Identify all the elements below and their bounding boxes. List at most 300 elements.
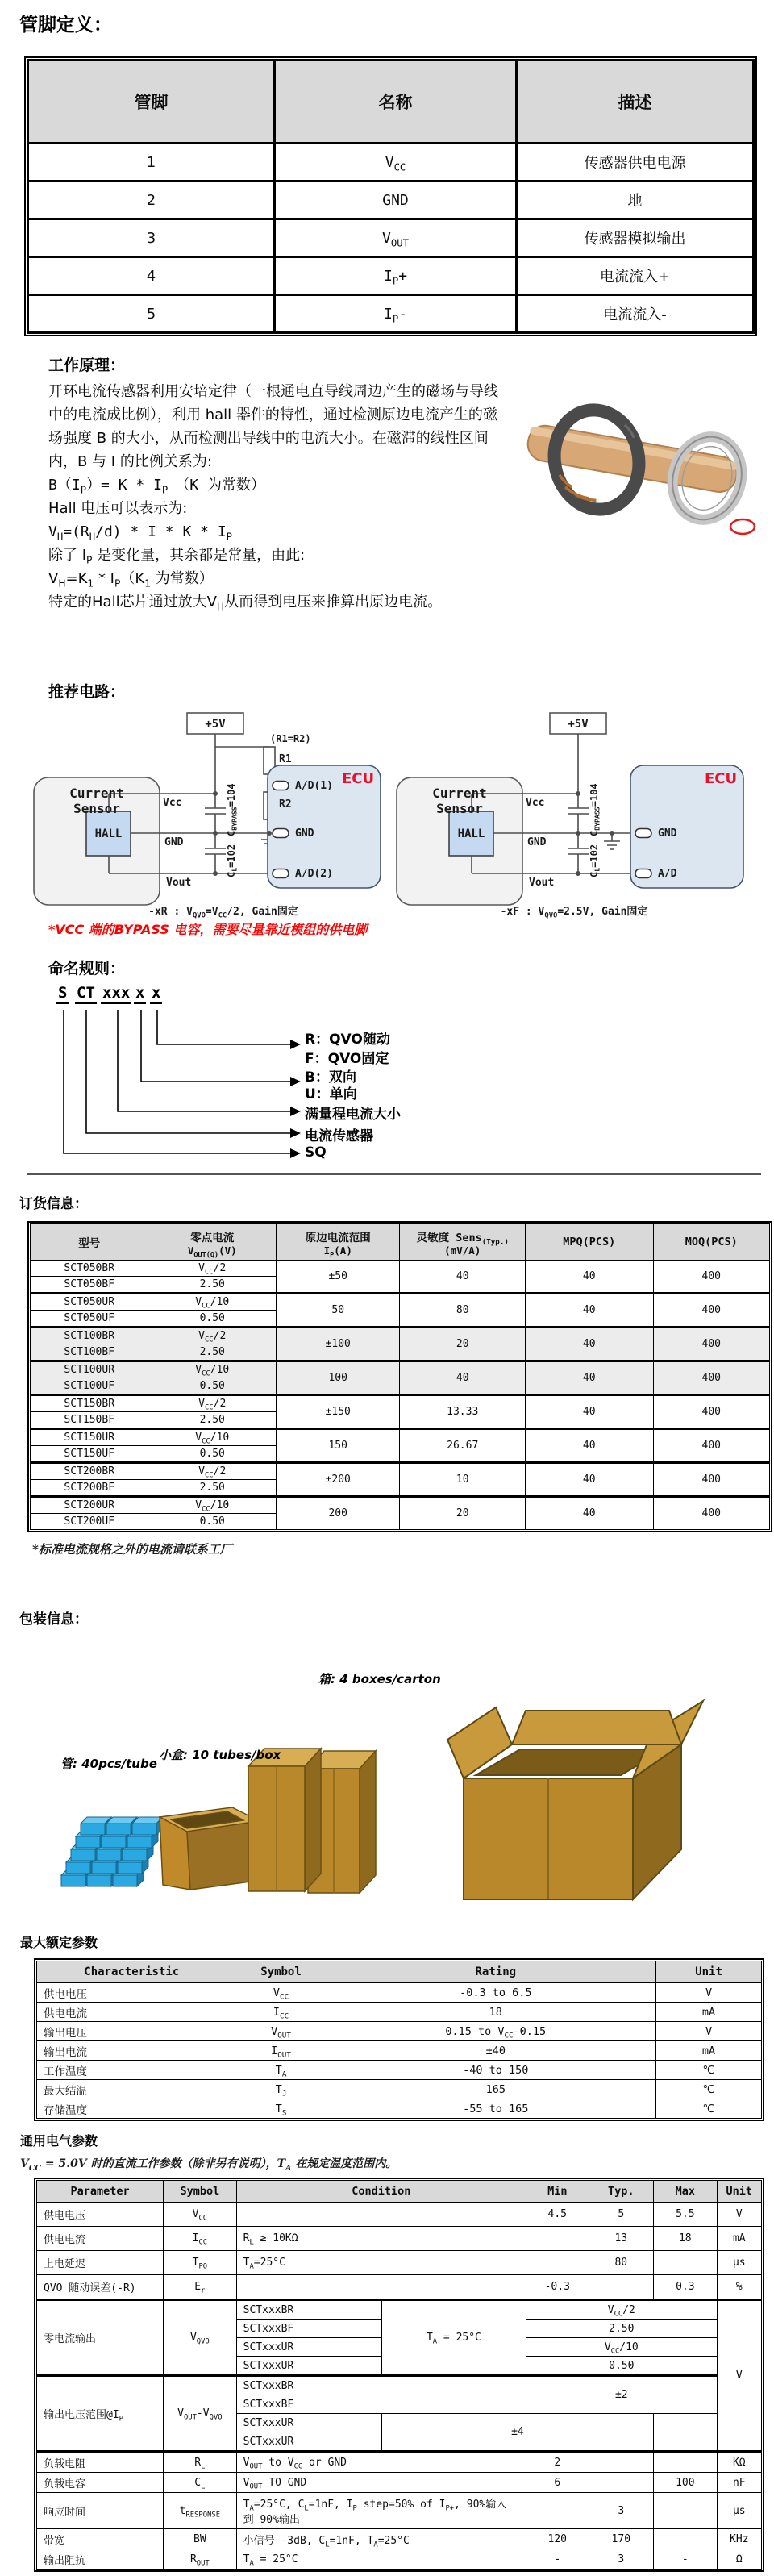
pin-header-cell: 描述 bbox=[517, 60, 754, 144]
sens-cell: 20 bbox=[400, 1497, 526, 1530]
ecu-label: ECU bbox=[705, 770, 738, 787]
vout-label: Vout bbox=[166, 877, 192, 889]
pin-table-wrap bbox=[24, 56, 757, 336]
sens-cell: 10 bbox=[400, 1463, 526, 1497]
model-cell: SCTxxxBF bbox=[236, 2395, 526, 2414]
elec-header-cell: Parameter bbox=[37, 2181, 164, 2203]
symbol-cell: $I_{CC}$ bbox=[164, 2227, 237, 2251]
moq-cell: 400 bbox=[653, 1361, 770, 1395]
param-cell: 输出电压范围$@I_P$ bbox=[37, 2376, 164, 2452]
characteristic-cell: 最大结温 bbox=[37, 2080, 227, 2099]
elec-header-row bbox=[37, 2181, 762, 2203]
symbol-cell: $V_{CC}$ bbox=[164, 2203, 237, 2227]
symbol-cell: $T_S$ bbox=[227, 2099, 335, 2119]
characteristic-cell: 输出电压 bbox=[37, 2022, 227, 2041]
symbol-cell: $V_{QVO}$ bbox=[164, 2300, 237, 2376]
moq-cell: 400 bbox=[653, 1429, 770, 1463]
ordering-row bbox=[31, 1463, 770, 1480]
elec-row bbox=[37, 2493, 762, 2529]
pin-number-cell: 2 bbox=[28, 181, 275, 219]
elec-row bbox=[37, 2275, 762, 2300]
tube-stack bbox=[61, 1817, 163, 1886]
pin-number-cell: 1 bbox=[28, 144, 275, 181]
characteristic-cell: 供电电流 bbox=[37, 2003, 227, 2022]
symbol-cell: $V_{OUT}$ bbox=[227, 2022, 335, 2041]
cl-label: $C_L=102$ bbox=[589, 844, 601, 877]
mpq-cell: 40 bbox=[525, 1361, 653, 1395]
principle-section bbox=[48, 353, 758, 614]
elec-header-cell: Unit bbox=[717, 2181, 761, 2203]
value-cell: ±2 bbox=[526, 2376, 718, 2414]
condition-cell: $R_L \ge 10K\Omega$ bbox=[236, 2227, 526, 2251]
mpq-cell: 40 bbox=[525, 1429, 653, 1463]
elec-row bbox=[37, 2473, 762, 2493]
vout-cell: $V_{CC}/2$ bbox=[148, 1261, 277, 1277]
max-ratings-wrap bbox=[34, 1958, 764, 2121]
vcc-label: Vcc bbox=[163, 797, 182, 809]
symbol-cell: $t_{RESPONSE}$ bbox=[164, 2493, 237, 2529]
param-cell: 供电电压 bbox=[37, 2203, 164, 2227]
max-row bbox=[37, 2099, 762, 2119]
principle-line: $B(I_P)= K * I_P$ （K 为常数） bbox=[48, 477, 265, 496]
max-row bbox=[37, 2061, 762, 2080]
naming-title: 命名规则： bbox=[48, 960, 126, 977]
vout-cell: 2.50 bbox=[148, 1480, 277, 1497]
ordering-header-cell: 灵敏度 Sens$_{(Typ.)}$ (mV/A) bbox=[400, 1224, 526, 1261]
ecu-gnd-label: GND bbox=[658, 827, 677, 840]
unit-cell: % bbox=[717, 2275, 761, 2300]
moq-cell: 400 bbox=[653, 1497, 770, 1530]
condition-cell: $V_{OUT}$ to $V_{CC}$ or GND bbox=[236, 2452, 526, 2473]
sensor-core-illustration bbox=[512, 383, 758, 543]
symbol-cell: $T_J$ bbox=[227, 2080, 335, 2099]
caption-right: -xF : $V_{QVO}=2.5V$, Gain固定 bbox=[500, 906, 648, 920]
cbypass-label: $C_{BYPASS}=104$ bbox=[589, 783, 601, 836]
ordering-footnote: *标准电流规格之外的电流请联系工厂 bbox=[32, 1542, 232, 1557]
ordering-table-wrap bbox=[27, 1221, 772, 1532]
range-cell: ±150 bbox=[276, 1395, 400, 1429]
range-cell: ±200 bbox=[276, 1463, 400, 1497]
model-cell: SCT050BF bbox=[31, 1277, 148, 1294]
naming-label-r: R：QVO随动 bbox=[305, 1032, 390, 1048]
naming-label-sq: SQ bbox=[305, 1144, 327, 1161]
vout-cell: $V_{CC}/2$ bbox=[148, 1395, 277, 1412]
pin-number-cell: 3 bbox=[28, 219, 275, 257]
symbol-cell: BW bbox=[164, 2529, 237, 2549]
typ-cell bbox=[589, 2473, 654, 2493]
typ-cell: 80 bbox=[589, 2251, 654, 2275]
param-cell: 上电延迟 bbox=[37, 2251, 164, 2275]
pin-desc-cell: 电流流入+ bbox=[517, 257, 754, 295]
max-row bbox=[37, 2041, 762, 2061]
naming-diagram bbox=[48, 981, 710, 1174]
vout-cell: 2.50 bbox=[148, 1277, 277, 1294]
pin-row bbox=[28, 219, 754, 257]
ordering-table bbox=[30, 1223, 770, 1530]
pin-row bbox=[28, 295, 754, 333]
unit-cell: nF bbox=[717, 2473, 761, 2493]
pin-number-cell: 4 bbox=[28, 257, 275, 295]
small-box bbox=[160, 1807, 263, 1890]
symbol-cell: $V_{CC}$ bbox=[227, 1983, 335, 2003]
unit-cell: V bbox=[717, 2300, 761, 2452]
box-label: 小盒: 10 tubes/box bbox=[159, 1748, 281, 1762]
principle-line: $V_H=(R_H/d) * I * K * I_P$ bbox=[48, 523, 233, 543]
vout-cell: 0.50 bbox=[148, 1378, 277, 1395]
ordering-header-row bbox=[31, 1224, 770, 1261]
principle-title: 工作原理： bbox=[48, 356, 126, 374]
model-cell: SCTxxxUR bbox=[236, 2432, 381, 2452]
condition-cell: $T_A=25^\circ C$, $C_L=1nF$, $I_P$ step=50% of $I_{P+}$, 90%输入 到 90%输出 bbox=[236, 2493, 526, 2529]
mpq-cell: 40 bbox=[525, 1395, 653, 1429]
min-cell: 6 bbox=[526, 2473, 589, 2493]
model-cell: SCTxxxBF bbox=[236, 2320, 381, 2338]
vcc-label: Vcc bbox=[526, 797, 545, 809]
condition-cell: $T_A=25^\circ C$ bbox=[236, 2251, 526, 2275]
moq-cell: 400 bbox=[653, 1261, 770, 1294]
range-cell: 50 bbox=[276, 1294, 400, 1328]
ordering-header-cell: 原边电流范围 $I_P(A)$ bbox=[276, 1224, 400, 1261]
pin-header-row bbox=[28, 60, 754, 144]
pin-desc-cell: 电流流入- bbox=[517, 295, 754, 333]
sens-cell: 40 bbox=[400, 1261, 526, 1294]
param-cell: 输出阻抗 bbox=[37, 2549, 164, 2570]
elec-header-cell: Symbol bbox=[164, 2181, 237, 2203]
model-cell: SCT050BR bbox=[31, 1261, 148, 1277]
unit-cell: μs bbox=[717, 2493, 761, 2529]
max-header-cell: Characteristic bbox=[37, 1961, 227, 1983]
model-cell: SCTxxxBR bbox=[236, 2300, 381, 2320]
param-cell: QVO 随动误差(-R) bbox=[37, 2275, 164, 2300]
min-cell: - bbox=[526, 2549, 589, 2570]
range-cell: 100 bbox=[276, 1361, 400, 1395]
max-cell bbox=[654, 2529, 718, 2549]
value-cell: 2.50 bbox=[526, 2320, 718, 2338]
param-cell: 供电电流 bbox=[37, 2227, 164, 2251]
principle-line: 除了 $I_P$ 是变化量，其余都是常量，由此: bbox=[48, 547, 306, 566]
unit-cell: mA bbox=[656, 2041, 762, 2061]
max-ratings-table bbox=[36, 1961, 762, 2119]
characteristic-cell: 输出电流 bbox=[37, 2041, 227, 2061]
electrical-subtitle: $V_{CC} = 5.0V$ 时的直流工作参数（除非另有说明），$T_A$ 在规定温度范围内。 bbox=[20, 2157, 397, 2173]
pin-number-cell: 5 bbox=[28, 295, 275, 333]
pin-row bbox=[28, 181, 754, 219]
pin-desc-cell: 传感器模拟输出 bbox=[517, 219, 754, 257]
vout-cell: 2.50 bbox=[148, 1344, 277, 1361]
pin-header-cell: 管脚 bbox=[28, 60, 275, 144]
packaging-title: 包装信息： bbox=[19, 1611, 88, 1628]
ad-label: A/D bbox=[658, 868, 677, 880]
range-cell: 200 bbox=[276, 1497, 400, 1530]
pin-row bbox=[28, 144, 754, 181]
cbypass-label: $C_{BYPASS}=104$ bbox=[226, 783, 239, 836]
min-cell: 4.5 bbox=[526, 2203, 589, 2227]
ordering-row bbox=[31, 1395, 770, 1412]
model-cell: SCT100BR bbox=[31, 1328, 148, 1344]
elec-header-cell: Max bbox=[654, 2181, 718, 2203]
electrical-table bbox=[36, 2180, 762, 2570]
model-cell: SCTxxxBR bbox=[236, 2376, 526, 2395]
model-cell: SCT150BF bbox=[31, 1412, 148, 1429]
code-part-ct: CT bbox=[75, 984, 97, 1004]
max-row bbox=[37, 2022, 762, 2041]
condition-cell: 小信号 -3dB, $C_L=1nF$, $T_A=25^\circ C$ bbox=[236, 2529, 526, 2549]
elec-header-cell: Condition bbox=[236, 2181, 526, 2203]
code-part-xxx: xxx bbox=[101, 984, 131, 1004]
max-cell bbox=[654, 2493, 718, 2529]
elec-row bbox=[37, 2549, 762, 2570]
unit-cell: V bbox=[656, 1983, 762, 2003]
symbol-cell: $T_{PO}$ bbox=[164, 2251, 237, 2275]
symbol-cell: $R_{OUT}$ bbox=[164, 2549, 237, 2570]
principle-line: $V_H=K_1 * I_P(K_1$ 为常数） bbox=[48, 570, 214, 590]
symbol-cell: $C_L$ bbox=[164, 2473, 237, 2493]
elec-row bbox=[37, 2452, 762, 2473]
pin-desc-cell: 传感器供电电源 bbox=[517, 144, 754, 181]
max-cell bbox=[654, 2251, 718, 2275]
vout-cell: $V_{CC}/10$ bbox=[148, 1429, 277, 1446]
ecu-gnd-label: GND bbox=[295, 827, 314, 840]
condition-cell: $T_A = 25^\circ C$ bbox=[236, 2549, 526, 2570]
pin-name-cell: $I_P-$ bbox=[275, 295, 517, 333]
principle-line: 特定的Hall芯片通过放大$V_H$从而得到电压来推算出原边电流。 bbox=[48, 594, 443, 613]
moq-cell: 400 bbox=[653, 1463, 770, 1497]
caption-left: -xR : $V_{QVO}=V_{CC}/2$, Gain固定 bbox=[148, 906, 298, 920]
packaging-figure bbox=[24, 1633, 758, 1919]
symbol-cell: $R_L$ bbox=[164, 2452, 237, 2473]
max-cell: 18 bbox=[654, 2227, 718, 2251]
ordering-row bbox=[31, 1328, 770, 1344]
unit-cell: mA bbox=[656, 2003, 762, 2022]
value-cell: 0.50 bbox=[526, 2357, 718, 2376]
circuit-diagram-right bbox=[389, 707, 751, 920]
model-cell: SCT150BR bbox=[31, 1395, 148, 1412]
model-cell: SCTxxxUR bbox=[236, 2414, 381, 2432]
max-cell: 0.3 bbox=[654, 2275, 718, 2300]
principle-paragraph: 开环电流传感器利用安培定律（一根通电直导线周边产生的磁场与导线中的电流成比例），利用 hall 器件的特性，通过检测原边电流产生的磁场强度 B 的大小，从而检测出导线中的电流大小。在磁滞的线性区间内，B 与 I 的比例关系为: bbox=[48, 383, 498, 470]
min-cell bbox=[526, 2493, 589, 2529]
value-cell: $V_{CC}/2$ bbox=[526, 2300, 718, 2320]
model-cell: SCT050UF bbox=[31, 1311, 148, 1328]
param-cell: 零电流输出 bbox=[37, 2300, 164, 2376]
ordering-row bbox=[31, 1429, 770, 1446]
model-cell: SCT200UF bbox=[31, 1514, 148, 1530]
min-cell bbox=[526, 2251, 589, 2275]
unit-cell: ℃ bbox=[656, 2080, 762, 2099]
rating-cell: 18 bbox=[335, 2003, 656, 2022]
section-divider bbox=[27, 1173, 761, 1175]
model-cell: SCT100BF bbox=[31, 1344, 148, 1361]
characteristic-cell: 工作温度 bbox=[37, 2061, 227, 2080]
pin-header-cell: 名称 bbox=[275, 60, 517, 144]
ad1-label: A/D(1) bbox=[295, 780, 333, 792]
max-ratings-title: 最大额定参数 bbox=[20, 1935, 98, 1950]
pin-name-cell: $V_{OUT}$ bbox=[275, 219, 517, 257]
vout-cell: 0.50 bbox=[148, 1514, 277, 1530]
vout-cell: $V_{CC}/10$ bbox=[148, 1497, 277, 1514]
naming-lines bbox=[48, 981, 710, 1170]
param-cell: 负载电阻 bbox=[37, 2452, 164, 2473]
sens-cell: 13.33 bbox=[400, 1395, 526, 1429]
current-sensor-label: Current Sensor bbox=[432, 786, 487, 816]
characteristic-cell: 供电电压 bbox=[37, 1983, 227, 2003]
rating-cell: -0.3 to 6.5 bbox=[335, 1983, 656, 2003]
rating-cell: -55 to 165 bbox=[335, 2099, 656, 2119]
vout-cell: $V_{CC}/10$ bbox=[148, 1361, 277, 1378]
elec-vrange-row bbox=[37, 2376, 762, 2395]
code-part-s: S bbox=[56, 984, 69, 1004]
rating-cell: -40 to 150 bbox=[335, 2061, 656, 2080]
pin-desc-cell: 地 bbox=[517, 181, 754, 219]
circuit-title: 推荐电路： bbox=[48, 683, 126, 701]
pin-name-cell: $V_{CC}$ bbox=[275, 144, 517, 181]
naming-label-u: U：单向 bbox=[305, 1086, 357, 1103]
model-cell: SCT100UF bbox=[31, 1378, 148, 1395]
bypass-note: *VCC 端的BYPASS 电容，需要尽量靠近模组的供电脚 bbox=[48, 922, 368, 937]
model-cell: SCT200BR bbox=[31, 1463, 148, 1480]
rating-cell: 165 bbox=[335, 2080, 656, 2099]
max-header-cell: Unit bbox=[656, 1961, 762, 1983]
ordering-header-cell: 零点电流 $V_{OUT(Q)}(V)$ bbox=[148, 1224, 277, 1261]
elec-row bbox=[37, 2251, 762, 2275]
range-cell: ±50 bbox=[276, 1261, 400, 1294]
max-cell: 100 bbox=[654, 2473, 718, 2493]
vout-cell: 2.50 bbox=[148, 1412, 277, 1429]
moq-cell: 400 bbox=[653, 1328, 770, 1361]
ordering-row bbox=[31, 1497, 770, 1514]
symbol-cell: $T_A$ bbox=[227, 2061, 335, 2080]
ordering-header-cell: MPQ(PCS) bbox=[525, 1224, 653, 1261]
rating-cell: ±40 bbox=[335, 2041, 656, 2061]
unit-cell: ℃ bbox=[656, 2061, 762, 2080]
electrical-title: 通用电气参数 bbox=[20, 2133, 98, 2149]
typ-cell bbox=[589, 2275, 654, 2300]
condition-cell bbox=[236, 2275, 526, 2300]
condition-cell: $T_A = 25^\circ C$ bbox=[381, 2300, 526, 2376]
vout-cell: $V_{CC}/10$ bbox=[148, 1294, 277, 1311]
pin-name-cell: GND bbox=[275, 181, 517, 219]
model-cell: SCT050UR bbox=[31, 1294, 148, 1311]
max-cell: - bbox=[654, 2549, 718, 2570]
param-cell: 响应时间 bbox=[37, 2493, 164, 2529]
code-part-x2: x bbox=[150, 984, 162, 1004]
symbol-cell: $I_{CC}$ bbox=[227, 2003, 335, 2022]
mpq-cell: 40 bbox=[525, 1294, 653, 1328]
max-row bbox=[37, 1983, 762, 2003]
tall-boxes bbox=[248, 1749, 376, 1893]
pin-name-cell: $I_P+$ bbox=[275, 257, 517, 295]
ordering-header-cell: 型号 bbox=[31, 1224, 148, 1261]
symbol-cell: $V_{OUT}-V_{QVO}$ bbox=[164, 2376, 237, 2452]
elec-row bbox=[37, 2529, 762, 2549]
gnd-label: GND bbox=[164, 836, 184, 848]
param-cell: 负载电容 bbox=[37, 2473, 164, 2493]
unit-cell: mA bbox=[717, 2227, 761, 2251]
carton bbox=[447, 1701, 703, 1899]
unit-cell: V bbox=[717, 2203, 761, 2227]
supply-label: +5V bbox=[205, 718, 226, 731]
mpq-cell: 40 bbox=[525, 1261, 653, 1294]
current-sensor-label: Current Sensor bbox=[69, 786, 124, 816]
vout-cell: 0.50 bbox=[148, 1446, 277, 1463]
vout-cell: $V_{CC}/2$ bbox=[148, 1463, 277, 1480]
ordering-title: 订货信息： bbox=[19, 1196, 88, 1212]
typ-cell: 3 bbox=[589, 2493, 654, 2529]
unit-cell: KHz bbox=[717, 2529, 761, 2549]
typ-cell: 3 bbox=[589, 2549, 654, 2570]
elec-qvo-row bbox=[37, 2300, 762, 2320]
min-cell: -0.3 bbox=[526, 2275, 589, 2300]
r-note-label: (R1=R2) bbox=[270, 733, 311, 744]
elec-header-cell: Min bbox=[526, 2181, 589, 2203]
ordering-row bbox=[31, 1261, 770, 1277]
gnd-label: GND bbox=[527, 836, 547, 848]
typ-cell: 170 bbox=[589, 2529, 654, 2549]
naming-label-sensor: 电流传感器 bbox=[305, 1128, 373, 1144]
rating-cell: 0.15 to $V_{CC}-0.15$ bbox=[335, 2022, 656, 2041]
sensor-core-photo bbox=[512, 383, 758, 543]
electrical-wrap bbox=[34, 2178, 764, 2572]
characteristic-cell: 存储温度 bbox=[37, 2099, 227, 2119]
symbol-cell: $E_r$ bbox=[164, 2275, 237, 2300]
elec-header-cell: Typ. bbox=[589, 2181, 654, 2203]
elec-row bbox=[37, 2203, 762, 2227]
max-header-cell: Symbol bbox=[227, 1961, 335, 1983]
cl-label: $C_L=102$ bbox=[226, 844, 239, 877]
r2-label: R2 bbox=[279, 798, 292, 811]
sens-cell: 40 bbox=[400, 1361, 526, 1395]
range-cell: ±100 bbox=[276, 1328, 400, 1361]
sens-cell: 26.67 bbox=[400, 1429, 526, 1463]
vout-cell: $V_{CC}/2$ bbox=[148, 1328, 277, 1344]
supply-label: +5V bbox=[568, 718, 589, 731]
naming-label-range: 满量程电流大小 bbox=[305, 1107, 401, 1123]
value-cell: $V_{CC}/10$ bbox=[526, 2338, 718, 2357]
max-cell: 5.5 bbox=[654, 2203, 718, 2227]
ordering-header-cell: MOQ(PCS) bbox=[653, 1224, 770, 1261]
vout-cell: 0.50 bbox=[148, 1311, 277, 1328]
unit-cell: V bbox=[656, 2022, 762, 2041]
hall-label: HALL bbox=[94, 827, 123, 840]
circuit-diagram-left bbox=[26, 707, 389, 920]
max-header-cell: Rating bbox=[335, 1961, 656, 1983]
mpq-cell: 40 bbox=[525, 1497, 653, 1530]
sens-cell: 20 bbox=[400, 1328, 526, 1361]
code-part-x1: x bbox=[134, 984, 146, 1004]
model-cell: SCT200BF bbox=[31, 1480, 148, 1497]
min-cell: 120 bbox=[526, 2529, 589, 2549]
symbol-cell: $I_{OUT}$ bbox=[227, 2041, 335, 2061]
typ-cell: 5 bbox=[589, 2203, 654, 2227]
typ-cell: 13 bbox=[589, 2227, 654, 2251]
carton-label: 箱: 4 boxes/carton bbox=[318, 1672, 441, 1686]
max-row bbox=[37, 2003, 762, 2022]
sens-cell: 80 bbox=[400, 1294, 526, 1328]
pin-row bbox=[28, 257, 754, 295]
naming-label-f: F：QVO固定 bbox=[305, 1051, 389, 1067]
pin-section-title: 管脚定义： bbox=[19, 15, 112, 35]
ad2-label: A/D(2) bbox=[295, 868, 333, 880]
max-header-row bbox=[37, 1961, 762, 1983]
elec-row bbox=[37, 2227, 762, 2251]
condition-cell: $V_{OUT}$ TO GND bbox=[236, 2473, 526, 2493]
naming-label-b: B：双向 bbox=[305, 1069, 356, 1086]
unit-cell: Ω bbox=[717, 2549, 761, 2570]
ecu-label: ECU bbox=[342, 770, 375, 787]
value-cell: ±4 bbox=[381, 2414, 653, 2452]
model-cell: SCT150UF bbox=[31, 1446, 148, 1463]
condition-cell bbox=[236, 2203, 526, 2227]
